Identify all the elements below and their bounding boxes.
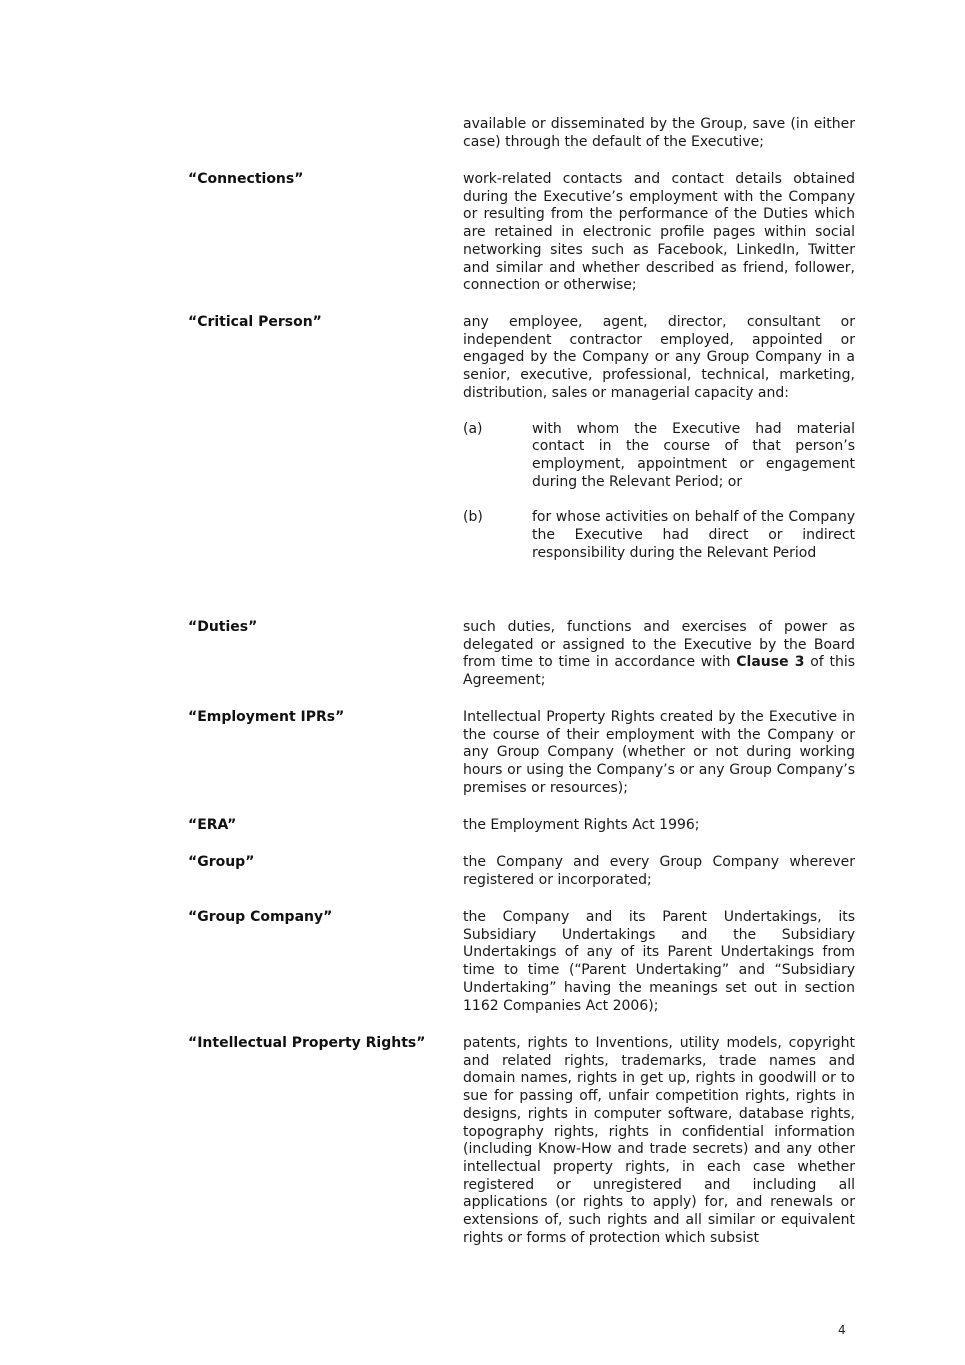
sub-item-text: for whose activities on behalf of the Company the Executive had direct or indirect responsibility during the Relevant Period xyxy=(532,509,855,561)
definition-body xyxy=(463,314,855,562)
clause-reference: Clause 3 xyxy=(736,654,805,671)
definition-text: the Employment Rights Act 1996; xyxy=(463,817,700,833)
definition-term: “Intellectual Property Rights” xyxy=(188,1035,426,1051)
sub-item-label: (b) xyxy=(463,509,483,526)
sub-item-text: with whom the Executive had material contact in the course of that person’s employment, appointment or engagement during the Relevant Period; or xyxy=(532,420,855,490)
page-number: 4 xyxy=(838,1323,846,1337)
definition-term: “Group Company” xyxy=(188,909,333,925)
definition-term: “Group” xyxy=(188,854,255,870)
definition-term: “Employment IPRs” xyxy=(188,709,345,725)
definition-text: available or disseminated by the Group, save (in either case) through the default of the Executive; xyxy=(463,116,855,150)
definition-term: “Critical Person” xyxy=(188,314,322,330)
definition-text: the Company and every Group Company wherever registered or incorporated; xyxy=(463,854,855,888)
definition-text: the Company and its Parent Undertakings, its Subsidiary Undertakings and the Subsidiary Undertakings of any of its Parent Undertakings from time to time (“Parent Undertaking” and “Subsidiary Undertaking” having the meanings set out in section 1162 Companies Act 2006); xyxy=(463,909,855,1014)
sub-item-label: (a) xyxy=(463,420,483,437)
definition-text xyxy=(463,619,855,690)
sub-item-b xyxy=(463,509,855,562)
definition-text: Intellectual Property Rights created by the Executive in the course of their employment with the Company or any Group Company (whether or not during working hours or using the Company’s or any Group Company’s premises or resources); xyxy=(463,709,855,796)
definition-text: work-related contacts and contact details obtained during the Executive’s employment with the Company or resulting from the performance of the Duties which are retained in electronic profile pages within social networking sites such as Facebook, LinkedIn, Twitter and similar and whether described as friend, follower, connection or otherwise; xyxy=(463,171,855,294)
sub-item-a xyxy=(463,421,855,492)
definition-text-before: such duties, functions and exercises of power as delegated or assigned to the Executive by the Board from time to time in accordance with xyxy=(463,619,855,671)
definition-term: “Connections” xyxy=(188,171,304,187)
definition-term: “ERA” xyxy=(188,817,237,833)
definition-text-after: of this Agreement; xyxy=(463,654,856,689)
definition-text: patents, rights to Inventions, utility models, copyright and related rights, trademarks, trade names and domain names, rights in get up, rights in goodwill or to sue for passing off, unfair competition rights, rights in designs, rights in computer software, database rights, topography rights, rights in confidential information (including Know-How and trade secrets) and any other intellectual property rights, in each case whether registered or unregistered and including all applications (or rights to apply) for, and renewals or extensions of, such rights and all similar or equivalent rights or forms of protection which subsist xyxy=(463,1035,855,1246)
definition-text: any employee, agent, director, consultant or independent contractor employed, appointed or engaged by the Company or any Group Company in a senior, executive, professional, technical, marketing, distribution, sales or managerial capacity and: xyxy=(463,314,855,401)
definition-term: “Duties” xyxy=(188,619,258,635)
